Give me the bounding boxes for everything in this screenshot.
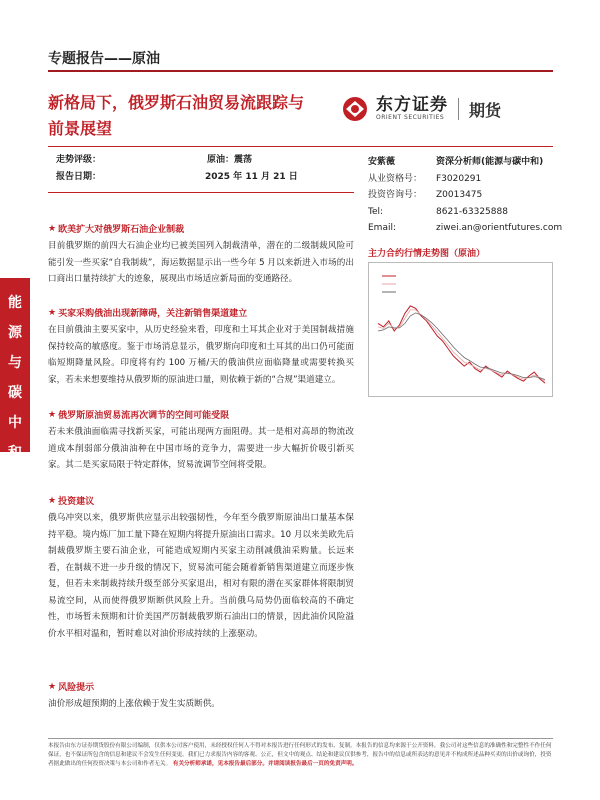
section-body: 若未来俄油面临需寻找新买家，可能出现两方面阻碍。其一是相对高昂的物流改道成本削弱部分俄油油种在中国市场的竞争力，需要进一步大幅折价吸引新买家。其二是买家局限于特定群体，贸易流调节空间将受限。 [48,427,354,470]
disclaimer-text: 本报告由东方证券期货股份有限公司编制，仅供本公司客户使用，未经授权任何人不得对本报告进行任何形式的发布、复制。本报告的信息均来源于公开资料，我公司对这些信息的准确性和完整性不作任何保证，也不保证所包含的信息和建议不会发生任何变更。我们已力求报告内容的客观、公正，但文中的观点、结论和建议仅供参考，报告中的信息或所表达的意见并不构成所述品种买卖的出价或询价，投资者据此做出的任何投资决策与本公司和作者无关。 [48,743,552,767]
side-band-char: 能 [8,295,22,311]
analyst-name: 安紫薇 [368,157,396,167]
analyst-value: F3020291 [436,173,482,184]
title-line-2: 前景展望 [48,119,113,138]
section-body: 在目前俄油主要买家中，从历史经验来看，印度和土耳其企业对于美国制裁措施保持较高的敏感度。鉴于市场消息显示，俄罗斯向印度和土耳其的出口仍可能面临短期降量风险。印度将有约 100 万桶/天的俄油供应面临降量或需要转换买家，若未来想要维持从俄罗斯的原油进口量，则依赖于新的“合规”渠道建立。 [48,325,354,385]
section-heading: ★ 投资建议 [48,495,95,507]
section-body: 油价形成超预期的上涨依赖于发生实质断供。 [48,699,220,709]
logo-cn: 东方证券 [376,95,448,115]
section-body: 目前俄罗斯的前四大石油企业均已被美国列入制裁清单，潜在的二级制裁风险可能引发一些买家“自我制裁”，海运数据显示出一些今年 5 月以来新进入市场的出口商出口量持续扩大的迹象，展现出市场适应新局面的变通路径。 [48,241,354,284]
star-icon: ★ [48,307,57,318]
side-band-label [0,288,30,468]
analyst-key: Email: [368,223,397,233]
side-band-char: 与 [8,355,22,371]
star-icon: ★ [48,495,57,506]
analyst-value: Z0013475 [436,190,483,200]
company-logo [340,94,501,124]
analyst-key: 从业资格号： [368,173,423,184]
disclaimer [48,742,553,769]
analyst-role: 资深分析师(能源与碳中和) [436,157,544,167]
analyst-email[interactable]: ziwei.an@orientfutures.com [436,223,563,233]
star-icon: ★ [48,681,57,692]
logo-name [376,96,448,122]
side-band-char: 和 [8,445,22,461]
page-title [48,90,328,142]
logo-separator [458,98,459,120]
meta-values [205,152,298,186]
star-icon: ★ [48,409,57,420]
logo-en: ORIENT SECURITIES [376,114,445,121]
section-heading: ★ 欧美扩大对俄罗斯石油企业制裁 [48,223,185,235]
meta-divider [48,192,354,193]
date-value: 2025 年 11 月 21 日 [205,172,298,182]
report-type: 专题报告——原油 [48,51,160,67]
chart-svg [368,262,553,397]
section-body: 俄乌冲突以来，俄罗斯供应显示出较强韧性，今年至今俄罗斯原油出口量基本保持平稳。境内炼厂加工量下降在短期内将提升原油出口需求。10 月以来美欧先后制裁俄罗斯主要石油企业，可能造成短期内买家主动削减俄油采购量。长远来看，在制裁不进一步升级的情况下，贸易流可能会随着新销售渠道建立而逐步恢复，但若未来制裁持续升级至部分买家退出，相对有限的潜在买家群体将限制贸易流空间，从而使得俄罗斯断供风险上升。当前俄乌局势仍面临较高的不确定性，市场暂未预期和计价美国严厉制裁俄罗斯石油出口的情景，因此油价风险溢价水平相对温和，暂时难以对油价形成持续的上涨驱动。 [48,513,354,639]
top-divider [48,70,553,72]
section-heading: ★ 俄罗斯原油贸易流再次调节的空间可能受限 [48,409,230,421]
header-divider [48,146,553,147]
side-band-char: 中 [8,415,22,431]
side-band-char: 碳 [8,385,22,401]
star-icon: ★ [48,223,57,234]
meta-labels [56,152,101,186]
section-heading: ★ 风险提示 [48,681,95,693]
title-line-1: 新格局下，俄罗斯石油贸易流跟踪与 [48,93,305,112]
analyst-value: 8621-63325888 [436,206,508,217]
analyst-key: 投资咨询号： [368,190,423,200]
trend-value: 原油：震荡 [207,155,253,165]
side-band-char: 源 [8,325,22,341]
logo-mark-icon [340,96,370,122]
date-label: 报告日期： [56,172,102,182]
logo-futures: 期货 [469,100,502,120]
trend-label: 走势评级： [56,155,102,165]
chart-title: 主力合约行情走势图（原油） [368,249,486,259]
price-chart [368,262,553,397]
section-heading: ★ 买家采购俄油出现新障碍，关注新销售渠道建立 [48,307,248,319]
analyst-key: Tel: [368,206,384,217]
footer-divider [48,738,553,739]
analyst-card [368,154,562,237]
disclaimer-bold: 有关分析师承诺，见本报告最后部分。并请阅读报告最后一页的免责声明。 [172,761,358,767]
